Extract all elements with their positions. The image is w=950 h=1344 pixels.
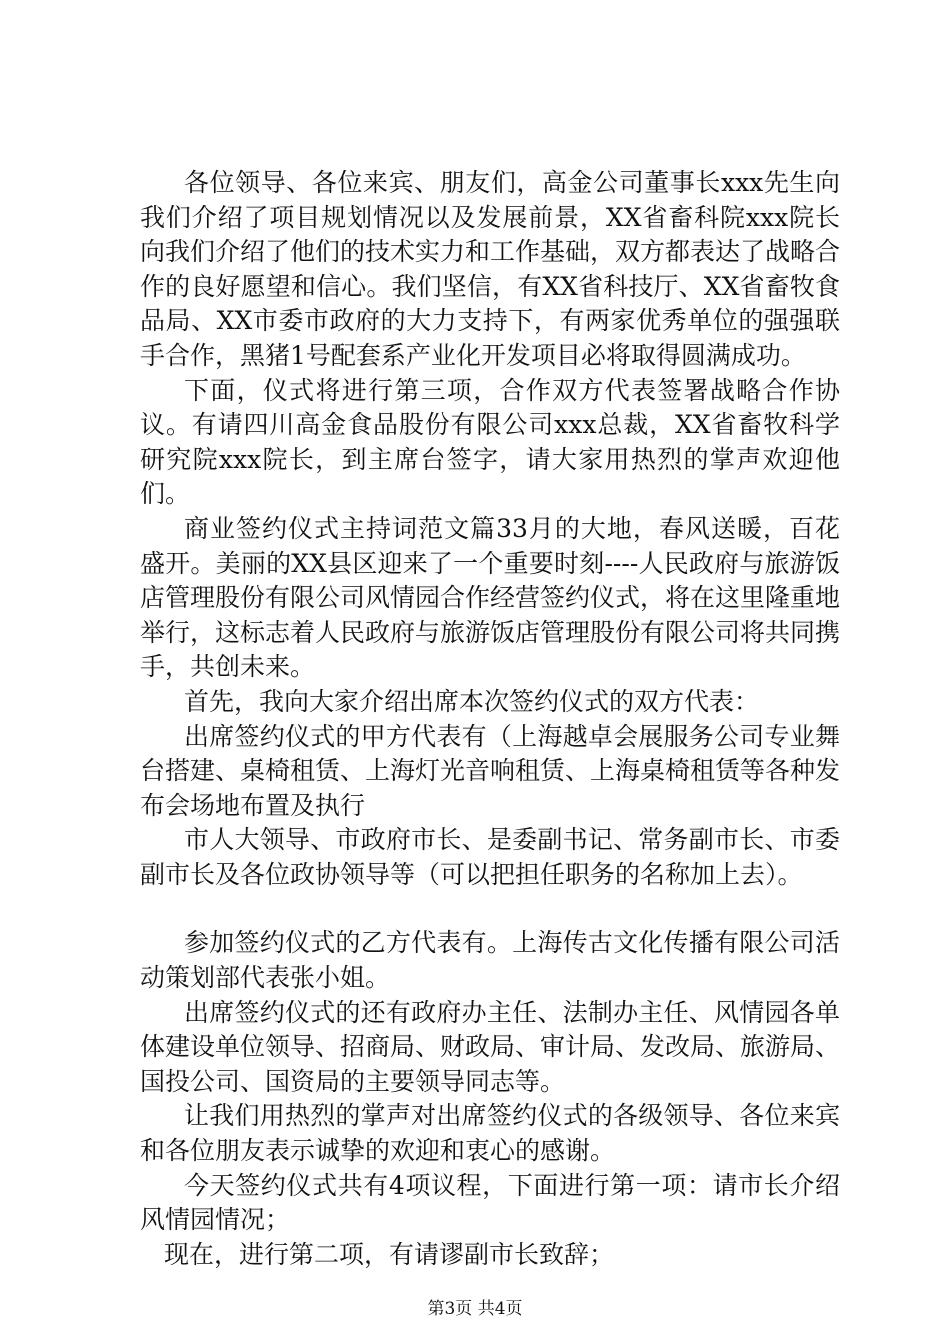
- paragraph-6: 市人大领导、市政府市长、是委副书记、常务副市长、市委副市长及各位政协领导等（可以把担任职务的名称加上去）。: [140, 825, 840, 889]
- paragraph-9: 让我们用热烈的掌声对出席签约仪式的各级领导、各位来宾和各位朋友表示诚挚的欢迎和衷心的感谢。: [140, 1101, 840, 1166]
- page-footer: 第3页 共4页: [427, 1299, 523, 1319]
- paragraph-10: 今天签约仪式共有4项议程，下面进行第一项：请市长介绍风情园情况；: [140, 1170, 840, 1235]
- paragraph-4: 首先，我向大家介绍出席本次签约仪式的双方代表：: [184, 686, 760, 716]
- paragraph-8: 出席签约仪式的还有政府办主任、法制办主任、风情园各单体建设单位领导、招商局、财政局、审计局、发改局、旅游局、国投公司、国资局的主要领导同志等。: [140, 997, 841, 1096]
- paragraph-5: 出席签约仪式的甲方代表有（上海越卓会展服务公司专业舞台搭建、桌椅租赁、上海灯光音响租赁、上海桌椅租赁等各种发布会场地布置及执行: [140, 721, 841, 820]
- paragraph-7: 参加签约仪式的乙方代表有。上海传古文化传播有限公司活动策划部代表张小姐。: [140, 928, 840, 993]
- document-body: [140, 166, 840, 1272]
- paragraph-11: 现在，进行第二项，有请谬副市长致辞；: [164, 1239, 615, 1269]
- paragraph-2: 下面，仪式将进行第三项，合作双方代表签署战略合作协议。有请四川高金食品股份有限公司xxx总裁，XX省畜牧科学研究院xxx院长，到主席台签字，请大家用热烈的掌声欢迎他们。: [140, 375, 840, 509]
- paragraph-1: 各位领导、各位来宾、朋友们，高金公司董事长xxx先生向我们介绍了项目规划情况以及发展前景，XX省畜科院xxx院长向我们介绍了他们的技术实力和工作基础，双方都表达了战略合作的良好愿望和信心。我们坚信，有XX省科技厅、XX省畜牧食品局、XX市委市政府的大力支持下，有两家优秀单位的强强联手合作，黑猪1号配套系产业化开发项目必将取得圆满成功。: [140, 168, 841, 370]
- paragraph-3: 商业签约仪式主持词范文篇33月的大地，春风送暖，百花盛开。美丽的XX县区迎来了一个重要时刻----人民政府与旅游饭店管理股份有限公司风情园合作经营签约仪式，将在这里隆重地举行，这标志着人民政府与旅游饭店管理股份有限公司将共同携手，共创未来。: [140, 513, 841, 682]
